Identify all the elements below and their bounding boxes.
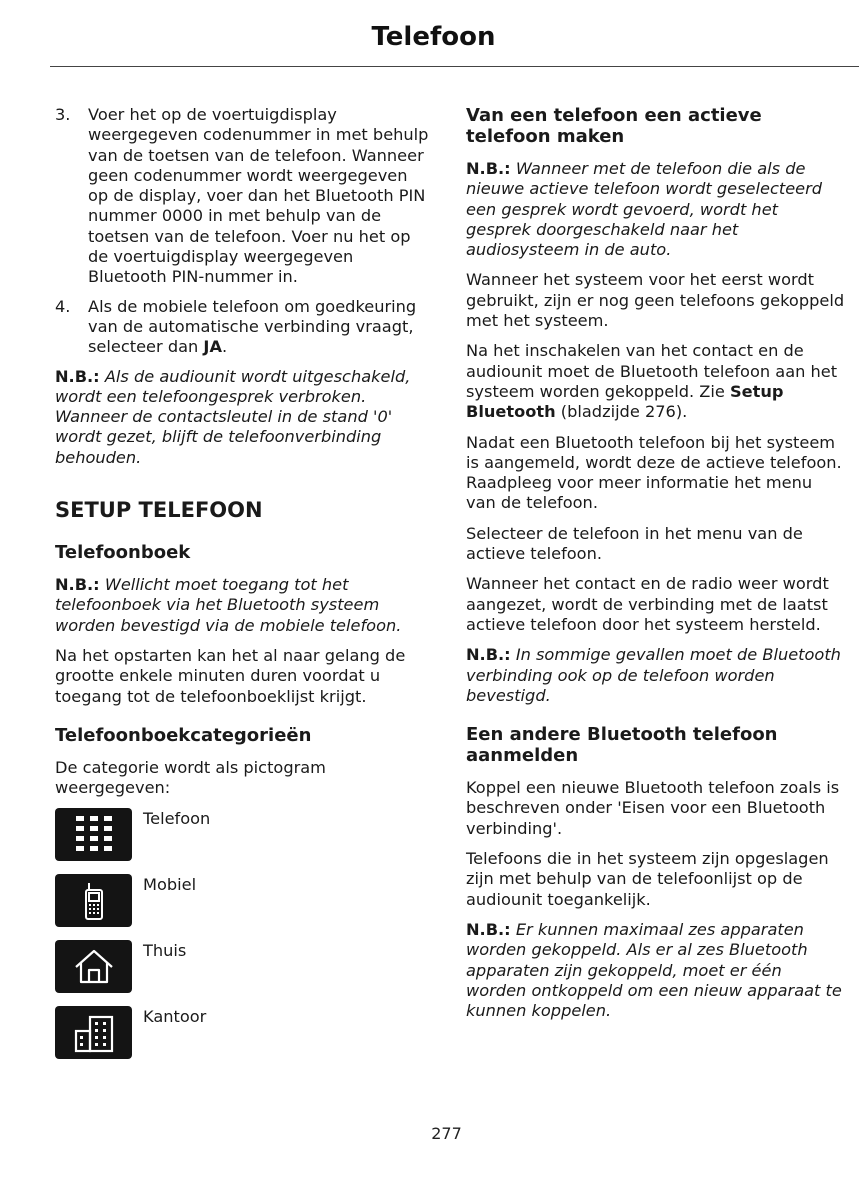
right-column — [466, 105, 846, 1031]
category-row-kantoor — [55, 1006, 430, 1072]
body-paragraph: Nadat een Bluetooth telefoon bij het systeem is aangemeld, wordt deze de actieve telefoon. Raadpleeg voor meer informatie het menu van de telefoon. — [466, 432, 842, 513]
subsection-title-active-phone: Van een telefoon een actieve telefoon maken — [466, 105, 762, 147]
note-text: Wanneer met de telefoon die als de nieuwe actieve telefoon wordt geselecteerd een gesprek wordt gevoerd, wordt het gesprek doorgeschakeld naar het audiosysteem in de auto. — [466, 159, 823, 260]
section-title: SETUP TELEFOON — [55, 498, 263, 523]
header-divider — [50, 66, 859, 67]
body-paragraph: Wanneer het systeem voor het eerst wordt gebruikt, zijn er nog geen telefoons gekoppeld met het systeem. — [466, 270, 845, 331]
note-label: N.B.: — [466, 919, 511, 939]
category-label: Kantoor — [143, 1007, 207, 1027]
note-paragraph — [466, 645, 846, 706]
list-text-end: . — [221, 337, 228, 357]
note-text: In sommige gevallen moet de Bluetooth verbinding ook op de telefoon worden bevestigd. — [466, 645, 841, 705]
page-reference: (bladzijde 276). — [555, 402, 688, 422]
list-item-4 — [55, 297, 430, 358]
body-paragraph: Koppel een nieuwe Bluetooth telefoon zoals is beschreven onder 'Eisen voor een Bluetooth verbinding'. — [466, 778, 840, 838]
subsection-title-phonebook: Telefoonboek — [55, 542, 191, 564]
body-paragraph: De categorie wordt als pictogram weergegeven: — [55, 757, 326, 798]
bold-keyword-ja: JA — [203, 337, 222, 357]
note-paragraph — [466, 159, 846, 260]
mobile-phone-icon — [55, 874, 132, 927]
note-paragraph — [55, 367, 430, 468]
list-number: 3. — [55, 105, 71, 124]
body-paragraph: Wanneer het contact en de radio weer wordt aangezet, wordt de verbinding met de laatst actieve telefoon door het systeem hersteld. — [466, 574, 829, 634]
note-label: N.B.: — [55, 366, 100, 386]
note-paragraph — [55, 575, 430, 636]
note-label: N.B.: — [466, 645, 511, 665]
subsection-title-other-phone: Een andere Bluetooth telefoon aanmelden — [466, 724, 778, 767]
list-item-3 — [55, 105, 430, 288]
body-paragraph: Telefoons die in het systeem zijn opgeslagen zijn met behulp van de telefoonlijst op de audiounit toegankelijk. — [466, 849, 829, 909]
category-row-thuis — [55, 940, 430, 1006]
note-paragraph — [466, 920, 846, 1021]
list-text-body: Als de mobiele telefoon om goedkeuring van de automatische verbinding vraagt, selecteer dan — [88, 296, 417, 357]
list-number: 4. — [55, 296, 71, 316]
category-label: Thuis — [143, 941, 187, 961]
keypad-icon — [55, 808, 132, 861]
category-row-telefoon — [55, 808, 430, 874]
list-text: Voer het op de voertuigdisplay weergegeven codenummer in met behulp van de toetsen van de telefoon. Wanneer geen codenummer wordt weergegeven op de display, voer dan het Bluetooth PIN nummer 0000 in met behulp van de toetsen van de telefoon. Voer nu het op de voertuigdisplay weergegeven Bluetooth PIN-nummer in. — [88, 105, 429, 287]
category-label: Mobiel — [143, 875, 197, 895]
cross-reference-link[interactable]: Setup Bluetooth — [466, 381, 784, 422]
note-text: Er kunnen maximaal zes apparaten worden gekoppeld. Als er al zes Bluetooth apparaten zijn gekoppeld, moet er één worden ontkoppeld om een nieuw apparaat te kunnen koppelen. — [466, 919, 842, 1021]
body-paragraph — [466, 341, 846, 422]
home-icon — [55, 940, 132, 993]
body-text: Na het inschakelen van het contact en de audiounit moet de Bluetooth telefoon aan het systeem worden gekoppeld. Zie — [466, 341, 838, 401]
note-text: Wellicht moet toegang tot het telefoonboek via het Bluetooth systeem worden bevestigd via de mobiele telefoon. — [55, 575, 402, 635]
subsection-title-categories: Telefoonboekcategorieën — [55, 724, 312, 746]
office-building-icon — [55, 1006, 132, 1059]
page-header-title: Telefoon — [371, 22, 496, 52]
body-paragraph: Selecteer de telefoon in het menu van de actieve telefoon. — [466, 523, 803, 564]
page-number: 277 — [431, 1124, 462, 1143]
category-label: Telefoon — [143, 809, 211, 829]
list-text — [88, 297, 430, 358]
category-row-mobiel — [55, 874, 430, 940]
note-label: N.B.: — [466, 159, 511, 178]
note-label: N.B.: — [55, 575, 100, 595]
note-text: Als de audiounit wordt uitgeschakeld, wordt een telefoongesprek verbroken. Wanneer de contactsleutel in de stand '0' wordt gezet, blijft de telefoonverbinding behouden. — [55, 366, 411, 467]
left-column — [55, 105, 430, 1072]
body-paragraph: Na het opstarten kan het al naar gelang de grootte enkele minuten duren voordat u toegang tot de telefoonboeklijst krijgt. — [55, 645, 406, 706]
